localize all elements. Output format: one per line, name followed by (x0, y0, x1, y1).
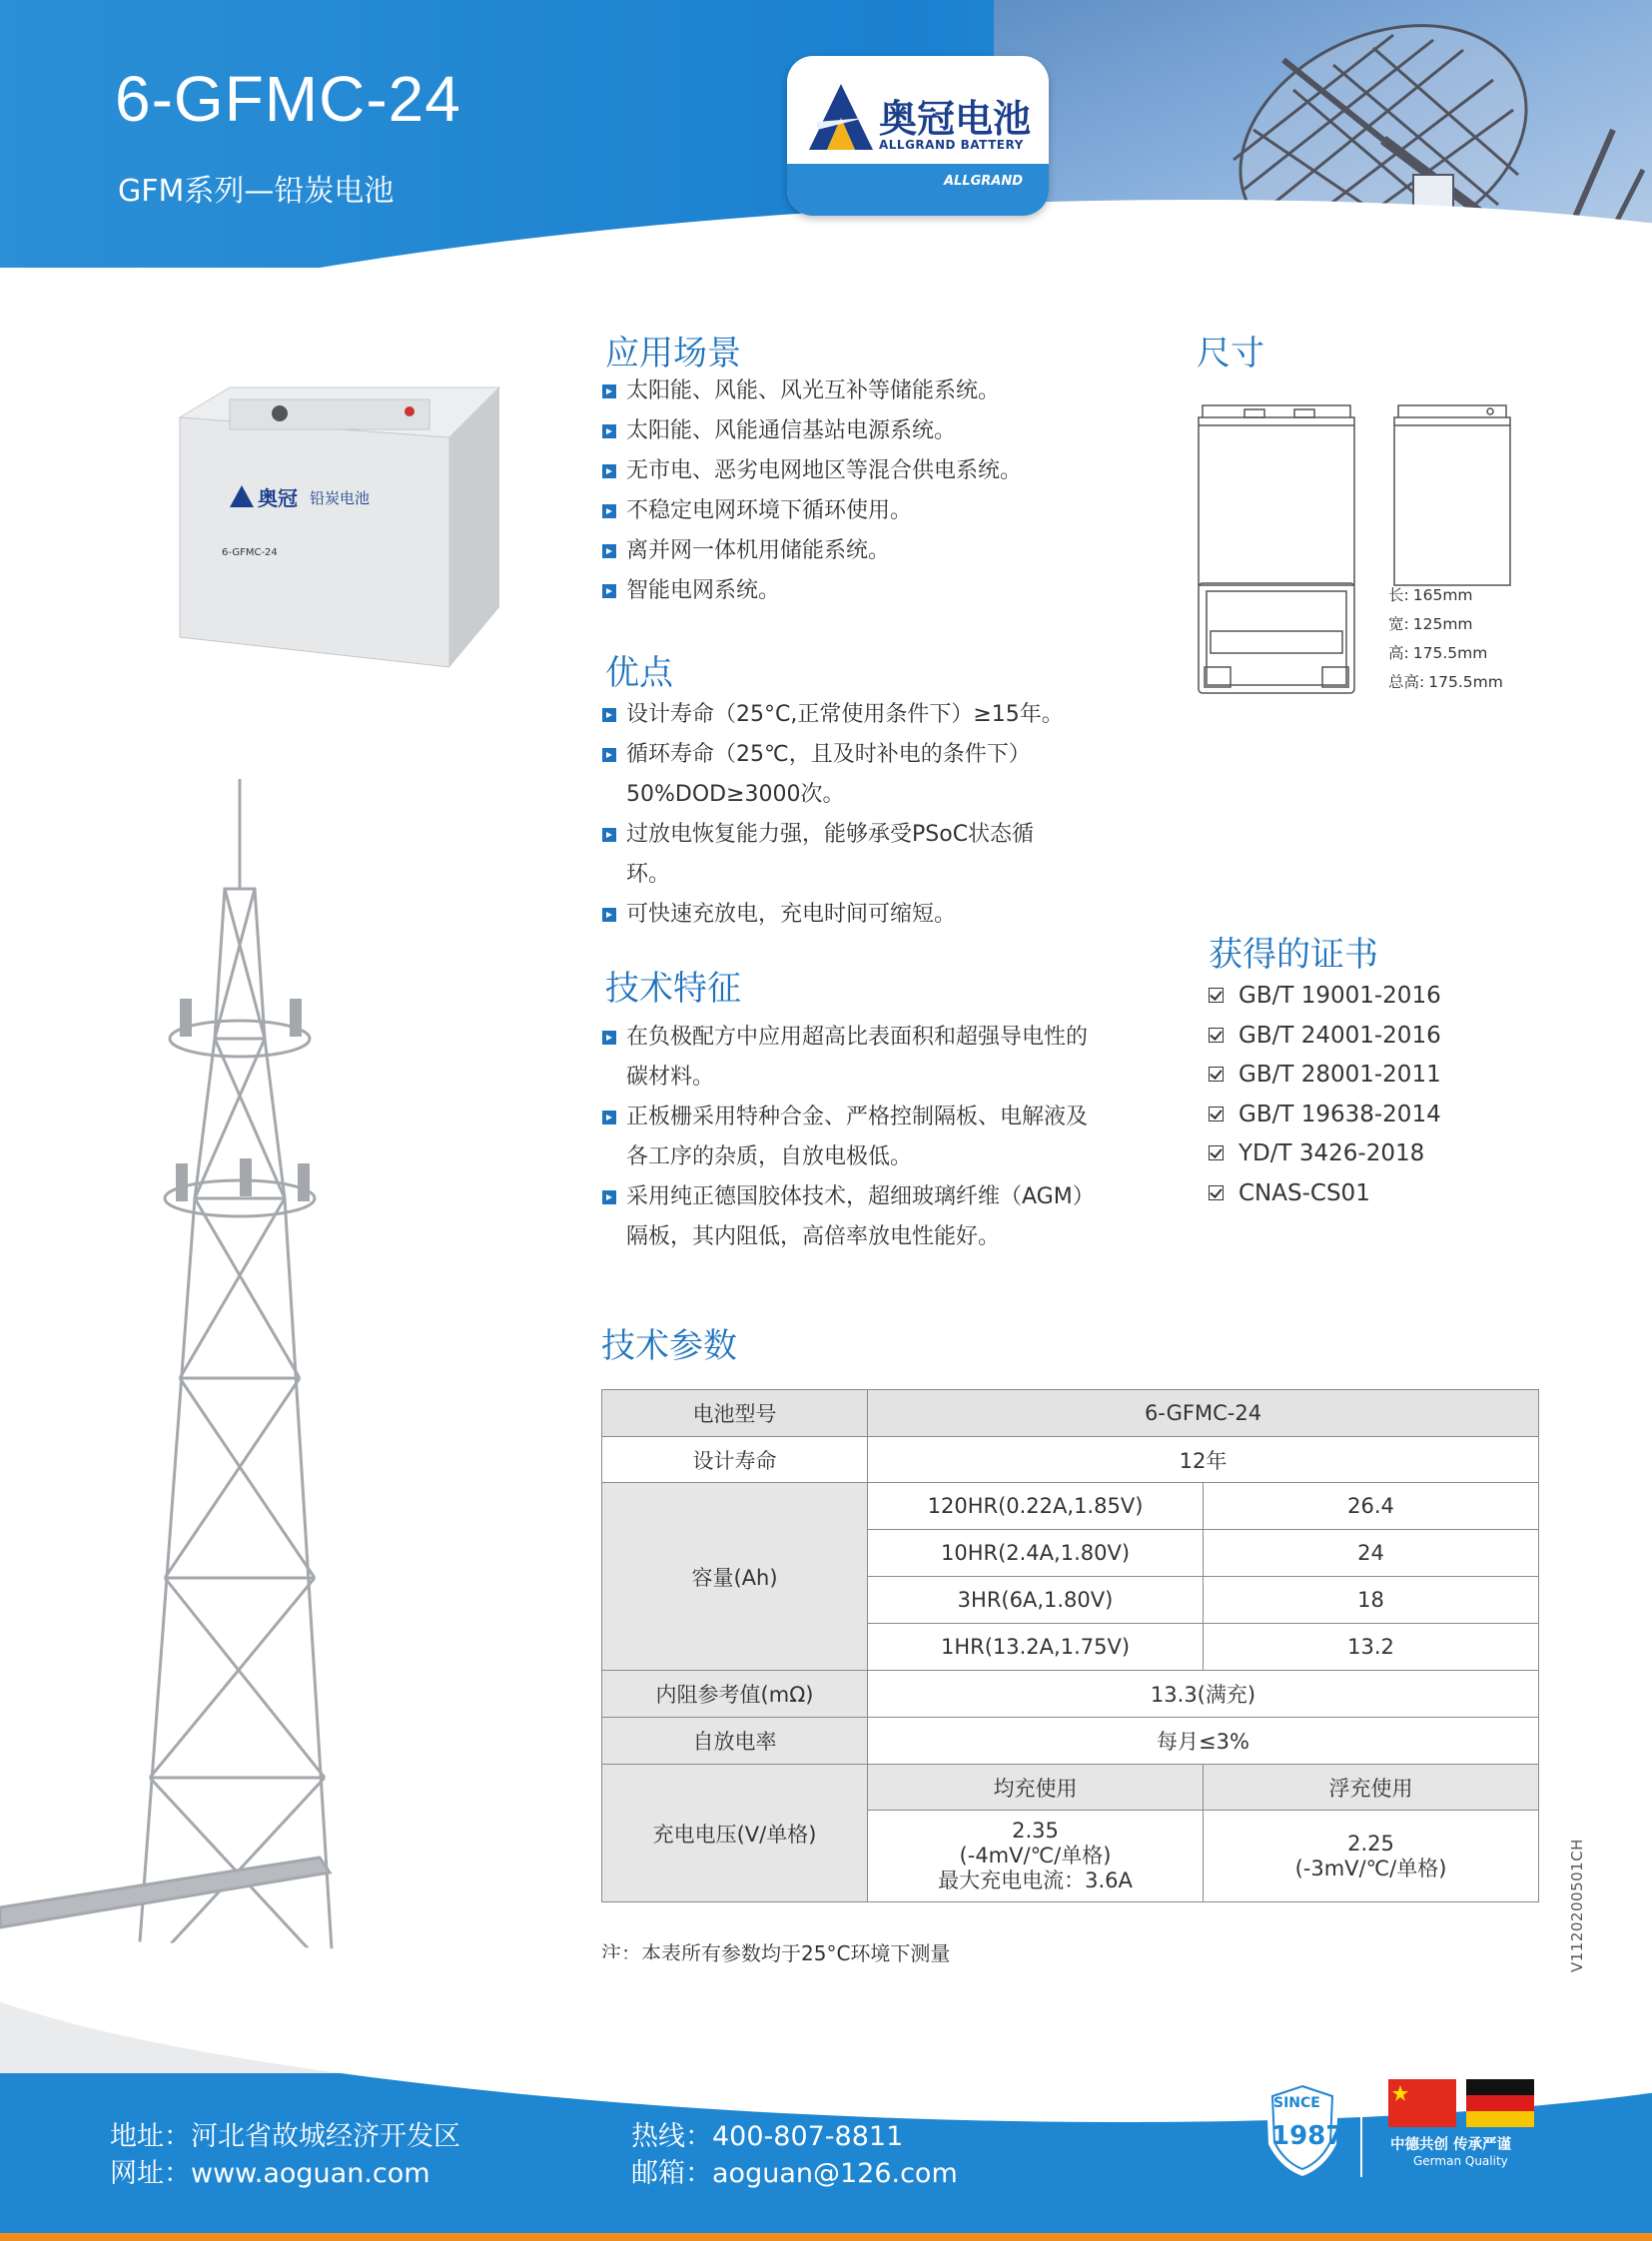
list-item: GB/T 19638-2014 (1209, 1096, 1441, 1135)
since-label: SINCE (1273, 2095, 1320, 2111)
total-height-value: 总高: 175.5mm (1388, 673, 1503, 691)
application-heading: 应用场景 (605, 334, 741, 374)
bullet-arrow-icon (602, 384, 616, 398)
capacity-label-cell: 容量(Ah) (602, 1483, 868, 1671)
quality-slogan: 中德共创 传承严谨 (1390, 2137, 1512, 2153)
list-item-continued: 环。 (626, 862, 671, 887)
footer-email[interactable]: 邮箱：aoguan@126.com (631, 2158, 958, 2189)
logo-band-text: ALLGRAND (943, 174, 1023, 189)
checkbox-icon (1209, 1145, 1224, 1160)
application-list (602, 372, 1022, 611)
footer-website[interactable]: 网址：www.aoguan.com (110, 2158, 430, 2189)
list-item: 太阳能、风能、风光互补等储能系统。 (602, 372, 1022, 411)
list-item-continued: 碳材料。 (626, 1065, 715, 1090)
since-year: 1987 (1271, 2121, 1344, 2151)
list-item-continued: 50%DOD≥3000次。 (626, 782, 845, 807)
list-item: CNAS-CS01 (1209, 1174, 1441, 1214)
quality-slogan-english: German Quality (1413, 2154, 1508, 2168)
list-item: 无市电、恶劣电网地区等混合供电系统。 (602, 451, 1022, 491)
bullet-arrow-icon (602, 908, 616, 922)
table-row (602, 1765, 1539, 1811)
advantages-list (602, 695, 1064, 935)
list-item: 循环寿命（25℃，且及时补电的条件下） (602, 735, 1064, 775)
list-item: GB/T 24001-2016 (1209, 1017, 1441, 1057)
bullet-arrow-icon (602, 544, 616, 558)
equalize-label-cell: 均充使用 (868, 1765, 1204, 1811)
bullet-arrow-icon (602, 828, 616, 842)
footer-orange-stripe (0, 2233, 1652, 2241)
logo-band (787, 164, 1049, 216)
checkbox-icon (1209, 1185, 1224, 1200)
capacity-rate-cell: 3HR(6A,1.80V) (868, 1577, 1204, 1624)
certificates-heading: 获得的证书 (1209, 935, 1378, 975)
charge-voltage-label-cell: 充电电压(V/单格) (602, 1765, 868, 1902)
germany-flag-icon (1466, 2079, 1534, 2127)
battery-label-brand: 奥冠 (258, 486, 298, 510)
bullet-arrow-icon (602, 1031, 616, 1045)
battery-product-image (170, 377, 509, 677)
table-row (602, 1718, 1539, 1765)
life-value-cell: 12年 (868, 1437, 1539, 1483)
version-code: V1120200501CH (1568, 1839, 1586, 1972)
list-item: 设计寿命（25°C,正常使用条件下）≥15年。 (602, 695, 1064, 735)
brand-logo (787, 56, 1049, 216)
list-item: 太阳能、风能通信基站电源系统。 (602, 411, 1022, 451)
series-subtitle: GFM系列—铅炭电池 (118, 174, 395, 209)
footer-hotline[interactable]: 热线：400-807-8811 (631, 2121, 904, 2152)
bullet-arrow-icon (602, 1190, 616, 1204)
features-list (602, 1018, 1095, 1257)
table-row (602, 1390, 1539, 1437)
equalize-value-cell: 2.35 (-4mV/℃/单格) 最大充电电流：3.6A (868, 1811, 1204, 1902)
list-item: GB/T 28001-2011 (1209, 1056, 1441, 1096)
capacity-rate-cell: 120HR(0.22A,1.85V) (868, 1483, 1204, 1530)
list-item: 不稳定电网环境下循环使用。 (602, 491, 1022, 531)
battery-label-type: 铅炭电池 (310, 489, 371, 507)
certificates-list (1209, 977, 1441, 1213)
resistance-value-cell: 13.3(满充) (868, 1671, 1539, 1718)
resistance-label-cell: 内阻参考值(mΩ) (602, 1671, 868, 1718)
logo-english-name: ALLGRAND BATTERY (879, 138, 1024, 152)
checkbox-icon (1209, 1028, 1224, 1043)
list-item: 正板栅采用特种合金、严格控制隔板、电解液及 (602, 1098, 1095, 1137)
capacity-value-cell: 26.4 (1204, 1483, 1539, 1530)
checkbox-icon (1209, 1107, 1224, 1121)
length-value: 长: 165mm (1388, 586, 1473, 604)
bullet-arrow-icon (602, 464, 616, 478)
list-item: 智能电网系统。 (602, 571, 1022, 611)
footer-address: 地址：河北省故城经济开发区 (110, 2121, 460, 2152)
logo-chinese-name: 奥冠电池 (879, 97, 1032, 141)
features-heading: 技术特征 (605, 969, 741, 1009)
bullet-arrow-icon (602, 748, 616, 762)
list-item: 过放电恢复能力强，能够承受PSoC状态循 (602, 815, 1064, 855)
self-discharge-value-cell: 每月≤3% (868, 1718, 1539, 1765)
table-row (602, 1671, 1539, 1718)
bullet-arrow-icon (602, 584, 616, 598)
life-label-cell: 设计寿命 (602, 1437, 868, 1483)
spec-table (601, 1389, 1539, 1902)
model-value-cell: 6-GFMC-24 (868, 1390, 1539, 1437)
footer-divider (1360, 2075, 1362, 2177)
capacity-value-cell: 13.2 (1204, 1624, 1539, 1671)
logo-mark-icon (801, 78, 881, 158)
list-item: 在负极配方中应用超高比表面积和超强导电性的 (602, 1018, 1095, 1058)
capacity-rate-cell: 1HR(13.2A,1.75V) (868, 1624, 1204, 1671)
list-item-continued: 各工序的杂质，自放电极低。 (626, 1144, 913, 1169)
float-label-cell: 浮充使用 (1204, 1765, 1539, 1811)
header-banner (0, 0, 1652, 268)
capacity-rate-cell: 10HR(2.4A,1.80V) (868, 1530, 1204, 1577)
table-row (602, 1483, 1539, 1530)
float-value-cell: 2.25 (-3mV/℃/单格) (1204, 1811, 1539, 1902)
checkbox-icon (1209, 1067, 1224, 1082)
width-value: 宽: 125mm (1388, 615, 1473, 633)
height-value: 高: 175.5mm (1388, 644, 1488, 662)
list-item: 离并网一体机用储能系统。 (602, 531, 1022, 571)
china-flag-icon (1388, 2079, 1456, 2127)
list-item: 采用纯正德国胶体技术，超细玻璃纤维（AGM） (602, 1177, 1095, 1217)
spec-heading: 技术参数 (601, 1326, 737, 1366)
capacity-value-cell: 18 (1204, 1577, 1539, 1624)
table-row (602, 1437, 1539, 1483)
table-footnote: 注：本表所有参数均于25°C环境下测量 (601, 1941, 951, 1965)
dimension-values (1388, 581, 1503, 697)
list-item: GB/T 19001-2016 (1209, 977, 1441, 1017)
bullet-arrow-icon (602, 1111, 616, 1124)
list-item-continued: 隔板，其内阻低，高倍率放电性能好。 (626, 1224, 1001, 1249)
page-title: 6-GFMC-24 (115, 63, 461, 135)
list-item: 可快速充放电，充电时间可缩短。 (602, 895, 1064, 935)
bullet-arrow-icon (602, 424, 616, 438)
dimensions-heading: 尺寸 (1197, 334, 1264, 374)
checkbox-icon (1209, 988, 1224, 1003)
telecom-tower-image (0, 779, 559, 2077)
bullet-arrow-icon (602, 708, 616, 722)
list-item: YD/T 3426-2018 (1209, 1134, 1441, 1174)
bullet-arrow-icon (602, 504, 616, 518)
advantages-heading: 优点 (605, 653, 673, 693)
battery-label-model: 6-GFMC-24 (222, 547, 278, 558)
capacity-value-cell: 24 (1204, 1530, 1539, 1577)
self-discharge-label-cell: 自放电率 (602, 1718, 868, 1765)
model-label-cell: 电池型号 (602, 1390, 868, 1437)
